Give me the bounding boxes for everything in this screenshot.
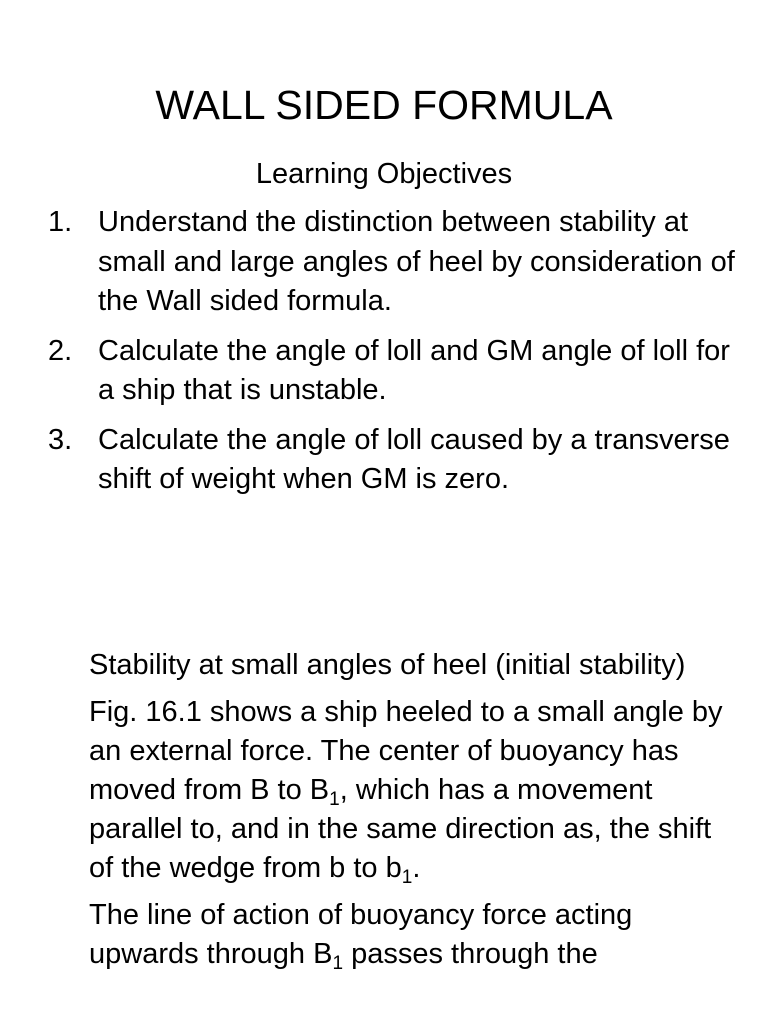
objective-text: Understand the distinction between stability at small and large angles of heel by consideration of the Wall sided formula. [98, 206, 735, 317]
page-title: WALL SIDED FORMULA [155, 82, 613, 128]
paragraph-text: The line of action of buoyancy force acting upwards through B [89, 899, 633, 970]
section-heading: Stability at small angles of heel (initial stability) [89, 649, 686, 681]
objectives-list [0, 203, 738, 510]
section-paragraph-2 [89, 896, 729, 974]
paragraph-text: . [412, 852, 421, 884]
paragraph-text: , which has a movement parallel to, and in the same direction as, the shift of the wedge from b to b [89, 774, 712, 884]
objective-item-1 [0, 203, 738, 322]
objective-text: Calculate the angle of loll and GM angle of loll for a ship that is unstable. [98, 334, 730, 406]
paragraph-text: passes through the [343, 938, 598, 970]
subscript: 1 [329, 789, 340, 810]
learning-objectives-heading: Learning Objectives [255, 158, 513, 190]
objective-number: 3. [48, 423, 73, 456]
subscript: 1 [401, 867, 413, 888]
objective-item-3 [0, 421, 738, 500]
paragraph-text: Fig. 16.1 shows a ship heeled to a small angle by an external force. The center of buoyancy has moved from B to B [89, 696, 723, 806]
objective-number: 2. [48, 334, 73, 367]
objective-item-2 [0, 332, 738, 411]
objective-text: Calculate the angle of loll caused by a transverse shift of weight when GM is zero. [98, 423, 730, 495]
initial-stability-section [89, 646, 729, 982]
section-paragraph-1 [89, 693, 729, 888]
subscript: 1 [332, 953, 344, 974]
objective-number: 1. [48, 206, 73, 238]
